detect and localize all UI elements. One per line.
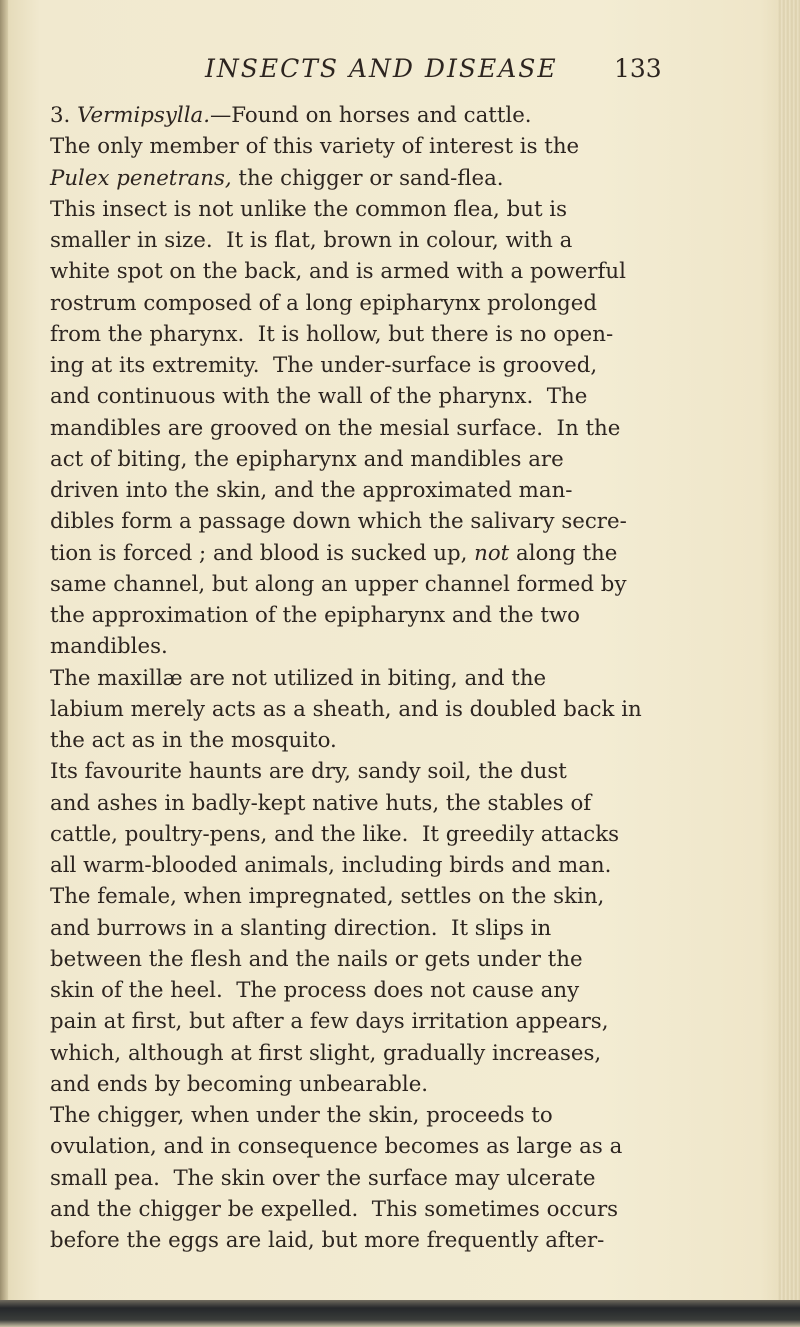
- text-line: [50, 569, 690, 600]
- text-line: [50, 1163, 690, 1194]
- text-line: [50, 1131, 690, 1162]
- text-run: The only member of this variety of interest is the: [50, 134, 580, 160]
- text-run: The maxillæ are not utilized in biting, and the: [50, 665, 547, 691]
- text-line: [50, 850, 690, 881]
- text-run: tion is forced ; and blood is sucked up,: [50, 540, 475, 566]
- text-run: between the flesh and the nails or gets under the: [50, 946, 583, 972]
- text-line: [50, 756, 690, 787]
- text-line: [50, 413, 690, 444]
- text-run: This insect is not unlike the common flea, but is: [50, 196, 568, 222]
- text-line: [50, 1006, 690, 1037]
- text-run: The female, when impregnated, settles on the skin,: [50, 884, 605, 910]
- text-run: smaller in size. It is flat, brown in colour, with a: [50, 228, 573, 253]
- text-line: [50, 1225, 690, 1256]
- text-line: [50, 694, 690, 725]
- text-line: [50, 506, 690, 537]
- text-run: and burrows in a slanting direction. It slips in: [50, 915, 552, 941]
- italic-text: Vermipsylla.: [77, 103, 210, 128]
- text-line: [50, 381, 690, 412]
- page-number: 133: [614, 54, 662, 83]
- text-line: [50, 913, 690, 944]
- text-line: [50, 163, 690, 194]
- text-line: [50, 194, 690, 225]
- running-head: INSECTS AND DISEASE: [205, 54, 558, 83]
- text-line: [50, 288, 690, 319]
- text-run: and the chigger be expelled. This sometimes occurs: [50, 1196, 619, 1222]
- page-binding-shadow: [0, 0, 8, 1327]
- italic-text: not: [474, 540, 510, 566]
- text-line: [50, 350, 690, 381]
- text-line: [50, 1194, 690, 1225]
- text-run: —Found on horses and cattle.: [210, 103, 532, 128]
- text-line: [50, 788, 690, 819]
- text-run: and ends by becoming unbearable.: [50, 1071, 429, 1097]
- text-line: [50, 663, 690, 694]
- italic-text: Pulex penetrans,: [50, 165, 232, 191]
- text-line: [50, 881, 690, 912]
- text-run: the chigger or sand-flea.: [231, 165, 504, 191]
- text-run: driven into the skin, and the approximated man-: [50, 478, 573, 503]
- text-line: [50, 600, 690, 631]
- text-run: all warm-blooded animals, including birds and man.: [50, 853, 612, 878]
- text-run: and ashes in badly-kept native huts, the stables of: [50, 790, 592, 816]
- text-run: the approximation of the epipharynx and the two: [50, 603, 580, 628]
- text-run: labium merely acts as a sheath, and is doubled back in: [50, 696, 642, 722]
- text-line: [50, 819, 690, 850]
- text-run: mandibles.: [50, 634, 168, 660]
- text-run: skin of the heel. The process does not cause any: [50, 978, 580, 1003]
- text-line: [50, 131, 690, 162]
- text-run: white spot on the back, and is armed with a powerful: [50, 259, 626, 285]
- text-run: same channel, but along an upper channel formed by: [50, 571, 627, 597]
- text-run: ing at its extremity. The under-surface is grooved,: [50, 353, 598, 378]
- page-edge: [778, 0, 800, 1327]
- text-run: act of biting, the epipharynx and mandibles are: [50, 446, 564, 472]
- text-line: [50, 1038, 690, 1069]
- text-run: cattle, poultry-pens, and the like. It greedily attacks: [50, 821, 620, 847]
- text-run: and continuous with the wall of the pharynx. The: [50, 384, 588, 410]
- text-run: mandibles are grooved on the mesial surface. In the: [50, 415, 621, 441]
- text-line: [50, 100, 690, 131]
- text-run: the act as in the mosquito.: [50, 728, 337, 753]
- text-line: [50, 538, 690, 569]
- text-line: [50, 725, 690, 756]
- text-run: ovulation, and in consequence becomes as large as a: [50, 1134, 623, 1160]
- text-run: from the pharynx. It is hollow, but there is no open-: [50, 321, 614, 347]
- text-line: [50, 1069, 690, 1100]
- text-run: Its favourite haunts are dry, sandy soil, the dust: [50, 759, 567, 785]
- page-bottom-edge: [0, 1300, 800, 1327]
- text-line: [50, 631, 690, 662]
- text-run: The chigger, when under the skin, proceeds to: [50, 1103, 553, 1128]
- text-line: [50, 944, 690, 975]
- page-header: [0, 54, 800, 90]
- text-run: rostrum composed of a long epipharynx prolonged: [50, 290, 598, 316]
- text-run: before the eggs are laid, but more frequently after-: [50, 1228, 605, 1253]
- text-line: [50, 225, 690, 256]
- text-line: [50, 444, 690, 475]
- text-run: along the: [509, 540, 618, 566]
- text-run: 3.: [50, 103, 78, 128]
- text-run: dibles form a passage down which the salivary secre-: [50, 509, 627, 535]
- text-run: which, although at first slight, gradually increases,: [50, 1040, 602, 1066]
- text-line: [50, 256, 690, 287]
- body-text: [50, 100, 690, 1256]
- text-run: pain at first, but after a few days irritation appears,: [50, 1009, 609, 1035]
- text-line: [50, 319, 690, 350]
- text-run: small pea. The skin over the surface may ulcerate: [50, 1165, 596, 1191]
- text-line: [50, 1100, 690, 1131]
- text-line: [50, 975, 690, 1006]
- text-line: [50, 475, 690, 506]
